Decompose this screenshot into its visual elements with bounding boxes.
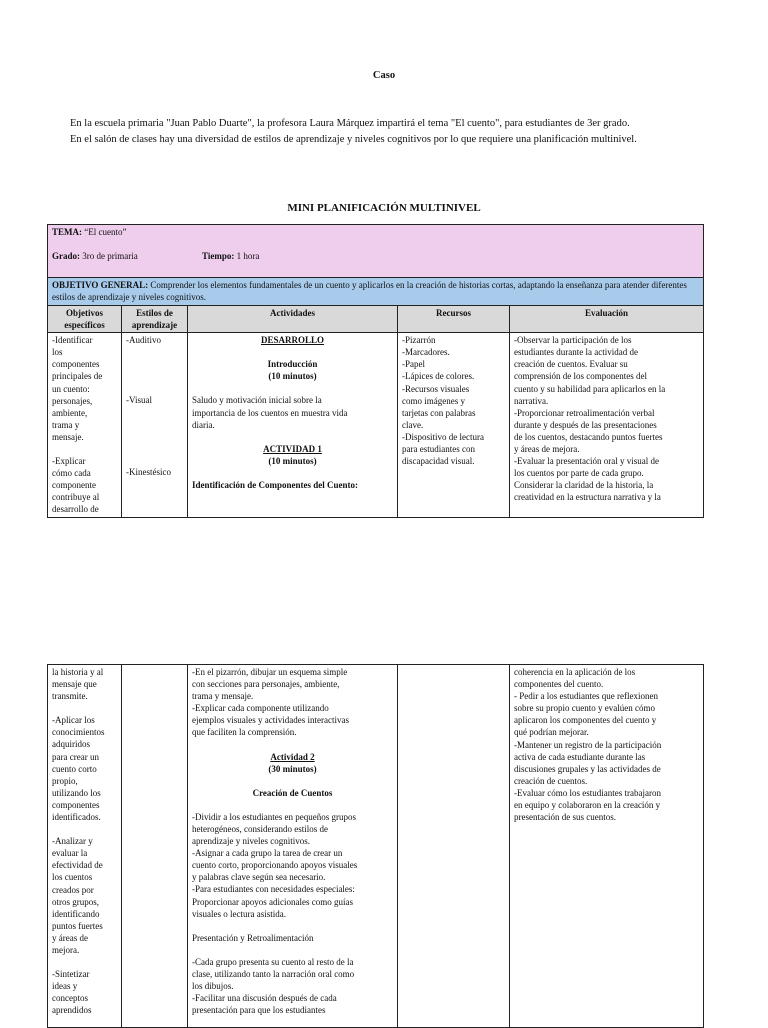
text-line: clave. bbox=[402, 419, 424, 430]
planning-table-page-1 bbox=[47, 224, 704, 518]
text-line: ambiente, bbox=[52, 407, 88, 418]
presentacion-heading: Presentación y Retroalimentación bbox=[192, 932, 314, 943]
objetivo-general-label: OBJETIVO GENERAL: bbox=[52, 280, 149, 290]
text-line: aprendizaje y niveles cognitivos. bbox=[192, 836, 310, 847]
actividad-1-heading: ACTIVIDAD 1 bbox=[263, 443, 322, 454]
saludo-line-2: importancia de los cuentos en muestra vida bbox=[192, 407, 348, 418]
text-line: evaluar la bbox=[52, 848, 88, 859]
plan-title: MINI PLANIFICACIÓN MULTINIVEL bbox=[287, 202, 481, 214]
text-line: propio, bbox=[52, 775, 78, 786]
text-line: -Analizar y bbox=[52, 836, 93, 847]
text-line: tarjetas con palabras bbox=[402, 407, 476, 418]
header-estilos: Estilos de aprendizaje bbox=[122, 306, 188, 333]
header-actividades: Actividades bbox=[188, 306, 398, 333]
saludo-line-3: diaria. bbox=[192, 419, 215, 430]
text-line: cuento y su habilidad para aplicarlos en la bbox=[514, 383, 666, 394]
estilos-cell-continued bbox=[122, 665, 188, 1028]
text-line: desarrollo de bbox=[52, 504, 99, 515]
text-line: cuento corto, proporcionando apoyos visuales bbox=[192, 860, 358, 871]
text-line: transmite. bbox=[52, 691, 88, 702]
text-line: componentes del cuento. bbox=[514, 679, 604, 690]
text-line: -Mantener un registro de la participación bbox=[514, 739, 662, 750]
estilos-cell bbox=[122, 333, 188, 517]
text-line: narrativa. bbox=[514, 395, 549, 406]
text-line: y palabras clave según sea necesario. bbox=[192, 872, 326, 883]
text-line: sobre su propio cuento y evalúen cómo bbox=[514, 703, 655, 714]
text-line: puntos fuertes bbox=[52, 920, 103, 931]
text-line: contribuye al bbox=[52, 492, 100, 503]
text-line: ideas y bbox=[52, 981, 78, 992]
tema-value: “El cuento” bbox=[84, 227, 127, 237]
text-line: componente bbox=[52, 480, 96, 491]
grado-value: 3ro de primaria bbox=[82, 251, 138, 262]
text-line: creados por bbox=[52, 884, 94, 895]
text-line: con secciones para personajes, ambiente, bbox=[192, 679, 340, 690]
text-line: discapacidad visual. bbox=[402, 456, 475, 467]
text-line: -Pizarrón bbox=[402, 335, 436, 346]
text-line: los dibujos. bbox=[192, 980, 234, 991]
planning-table-page-2 bbox=[47, 664, 704, 1028]
text-line: creación de cuentos. bbox=[514, 775, 588, 786]
text-line: -Dividir a los estudiantes en pequeños grupos bbox=[192, 811, 356, 822]
text-line: para estudiantes con bbox=[402, 444, 475, 455]
objetivos-cell bbox=[48, 333, 122, 517]
text-line: para crear un bbox=[52, 751, 99, 762]
recursos-cell bbox=[398, 333, 510, 517]
text-line: -En el pizarrón, dibujar un esquema simple bbox=[192, 667, 348, 677]
text-line: adquiridos bbox=[52, 739, 90, 750]
actividad-2-heading: Actividad 2 bbox=[270, 751, 315, 762]
text-line: los cuentos bbox=[52, 872, 93, 883]
actividades-block-a bbox=[192, 666, 393, 739]
text-line: en equipo y colaboraron en la creación y bbox=[514, 800, 661, 811]
intro-line-1: En la escuela primaria "Juan Pablo Duarte", la profesora Laura Márquez impartirá el tema "El cuento", para estudiantes de 3er grado. bbox=[70, 118, 630, 129]
actividad-2-name: Creación de Cuentos bbox=[252, 787, 333, 798]
actividades-block-b bbox=[192, 811, 393, 920]
text-line: como imágenes y bbox=[402, 395, 465, 406]
text-line: clase, utilizando tanto la narración oral como bbox=[192, 968, 355, 979]
text-line: presentación de sus cuentos. bbox=[514, 812, 616, 823]
text-line: activa de cada estudiante durante las bbox=[514, 751, 646, 762]
text-line: que faciliten la comprensión. bbox=[192, 727, 297, 738]
evaluacion-cell-continued bbox=[510, 665, 704, 1028]
text-line: -Explicar cada componente utilizando bbox=[192, 703, 329, 714]
text-line: -Proporcionar retroalimentación verbal bbox=[514, 407, 655, 418]
text-line: -Marcadores. bbox=[402, 347, 450, 358]
text-line: conceptos bbox=[52, 993, 88, 1004]
estilo-kinestesico: -Kinestésico bbox=[126, 467, 171, 478]
text-line: utilizando los bbox=[52, 787, 101, 798]
header-evaluacion: Evaluación bbox=[510, 306, 704, 333]
text-line: y áreas de mejora. bbox=[514, 444, 580, 455]
text-line: cuento corto bbox=[52, 763, 97, 774]
text-line: la historia y al bbox=[52, 667, 104, 677]
introduccion-heading: Introducción bbox=[267, 359, 318, 370]
text-line: un cuento: bbox=[52, 383, 90, 394]
text-line: cómo cada bbox=[52, 468, 91, 479]
text-line: -Asignar a cada grupo la tarea de crear un bbox=[192, 848, 343, 859]
text-line: y áreas de bbox=[52, 932, 88, 943]
text-line: visuales o lectura asistida. bbox=[192, 908, 286, 919]
text-line: aprendidos bbox=[52, 1005, 92, 1016]
case-title: Caso bbox=[372, 70, 396, 81]
text-line: de los cuentos, destacando puntos fuertes bbox=[514, 431, 663, 442]
text-line bbox=[52, 823, 117, 835]
text-line: -Dispositivo de lectura bbox=[402, 431, 484, 442]
text-line: discusiones grupales y las actividades de bbox=[514, 763, 661, 774]
text-line: - Pedir a los estudiantes que reflexionen bbox=[514, 691, 658, 702]
tiempo-label: Tiempo: bbox=[201, 251, 235, 262]
actividad-1-time: (10 minutos) bbox=[268, 455, 317, 466]
text-line bbox=[52, 702, 117, 714]
text-line: trama y bbox=[52, 419, 80, 430]
text-line: componentes bbox=[52, 359, 100, 370]
actividad-2-time: (30 minutos) bbox=[268, 763, 317, 774]
text-line: estudiantes durante la actividad de bbox=[514, 347, 638, 358]
text-line: mejora. bbox=[52, 944, 80, 955]
tema-label: TEMA: bbox=[52, 227, 82, 237]
text-line: identificando bbox=[52, 908, 100, 919]
text-line: qué podrían mejorar. bbox=[514, 727, 589, 738]
text-line: trama y mensaje. bbox=[192, 691, 254, 702]
recursos-cell-continued bbox=[398, 665, 510, 1028]
introduccion-time: (10 minutos) bbox=[268, 371, 317, 382]
text-line: componentes bbox=[52, 799, 100, 810]
text-line: -Lápices de colores. bbox=[402, 371, 475, 382]
estilo-auditivo: -Auditivo bbox=[126, 335, 161, 346]
intro-line-2: En el salón de clases hay una diversidad de estilos de aprendizaje y niveles cognitivos por lo que requiere una planificación multinivel. bbox=[70, 134, 637, 145]
text-line: mensaje que bbox=[52, 679, 97, 690]
text-line: coherencia en la aplicación de los bbox=[514, 667, 636, 677]
text-line: otros grupos, bbox=[52, 896, 99, 907]
tema-cell bbox=[48, 225, 704, 278]
text-line bbox=[52, 443, 117, 455]
text-line: Considerar la claridad de la historia, la bbox=[514, 480, 654, 491]
text-line: aplicaron los componentes del cuento y bbox=[514, 715, 657, 726]
evaluacion-cell bbox=[510, 333, 704, 517]
estilo-visual: -Visual bbox=[126, 395, 152, 406]
actividades-cell-continued bbox=[188, 665, 398, 1028]
text-line: -Identificar bbox=[52, 335, 93, 346]
header-objetivos: Objetivos específicos bbox=[48, 306, 122, 333]
text-line: -Para estudiantes con necesidades especiales: bbox=[192, 884, 355, 895]
text-line: Proporcionar apoyos adicionales como guías bbox=[192, 896, 353, 907]
text-line: -Cada grupo presenta su cuento al resto de la bbox=[192, 956, 354, 967]
text-line: -Sintetizar bbox=[52, 969, 90, 980]
text-line: ejemplos visuales y actividades interactivas bbox=[192, 715, 349, 726]
text-line: -Evaluar la presentación oral y visual de bbox=[514, 456, 659, 467]
text-line: -Facilitar una discusión después de cada bbox=[192, 993, 337, 1004]
text-line: -Aplicar los bbox=[52, 715, 95, 726]
grado-label: Grado: bbox=[52, 251, 80, 262]
text-line: los bbox=[52, 347, 63, 358]
text-line: comprensión de los componentes del bbox=[514, 371, 647, 382]
text-line: presentación para que los estudiantes bbox=[192, 1005, 326, 1016]
text-line: mensaje. bbox=[52, 431, 84, 442]
objetivo-general-cell bbox=[48, 278, 704, 306]
text-line: personajes, bbox=[52, 395, 93, 406]
header-recursos: Recursos bbox=[398, 306, 510, 333]
text-line: conocimientos bbox=[52, 727, 105, 738]
text-line: principales de bbox=[52, 371, 103, 382]
text-line: los cuentos por parte de cada grupo. bbox=[514, 468, 644, 479]
text-line: efectividad de bbox=[52, 860, 103, 871]
text-line: -Evaluar cómo los estudiantes trabajaron bbox=[514, 787, 661, 798]
actividades-block-c bbox=[192, 956, 393, 1016]
desarrollo-heading: DESARROLLO bbox=[260, 335, 324, 346]
text-line: identificados. bbox=[52, 812, 101, 823]
actividades-cell bbox=[188, 333, 398, 517]
saludo-line-1: Saludo y motivación inicial sobre la bbox=[192, 395, 322, 406]
tiempo-value: 1 hora bbox=[236, 251, 260, 262]
text-line bbox=[52, 956, 117, 968]
objetivo-general-value: Comprender los elementos fundamentales de un cuento y aplicarlos en la creación de historias cortas, adaptando la enseñanza para atender diferentes estilos de aprendizaje y niveles cognitivos. bbox=[52, 280, 687, 303]
text-line: heterogéneos, considerando estilos de bbox=[192, 823, 328, 834]
case-intro bbox=[70, 116, 750, 148]
text-line: -Papel bbox=[402, 359, 425, 370]
text-line: -Recursos visuales bbox=[402, 383, 470, 394]
text-line: -Observar la participación de los bbox=[514, 335, 632, 346]
text-line: creación de cuentos. Evaluar su bbox=[514, 359, 628, 370]
actividad-1-name: Identificación de Componentes del Cuento: bbox=[192, 479, 358, 490]
text-line: creatividad en la estructura narrativa y la bbox=[514, 492, 661, 503]
text-line: -Explicar bbox=[52, 456, 86, 467]
objetivos-cell-continued bbox=[48, 665, 122, 1028]
text-line: durante y después de las presentaciones bbox=[514, 419, 657, 430]
